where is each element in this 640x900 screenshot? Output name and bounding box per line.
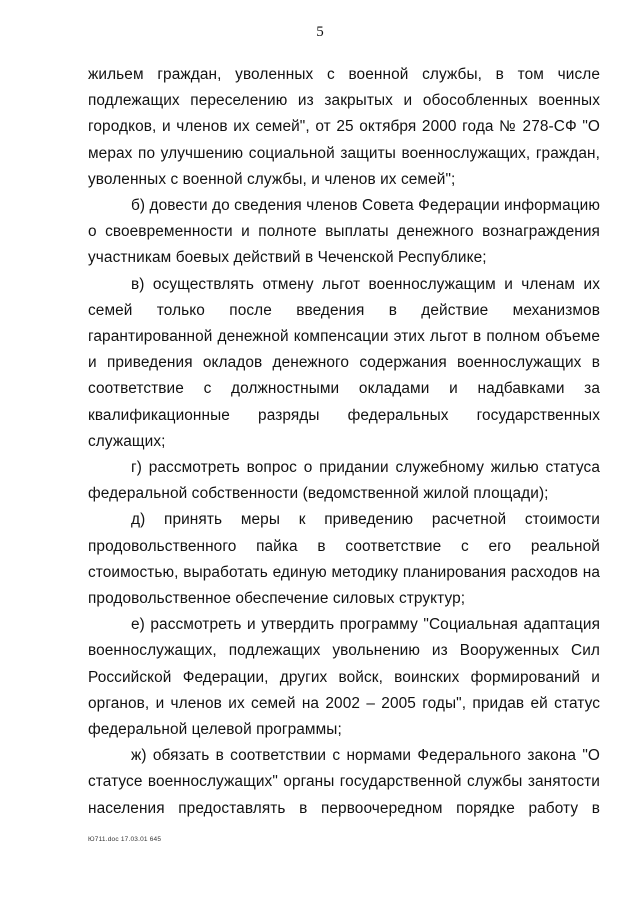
paragraph-item-b: б) довести до сведения членов Совета Федерации информацию о своевременности и полноте выплаты денежного вознаграждения участникам боевых действий в Чеченской Республике; [88,197,600,267]
paragraph-item-v: в) осуществлять отмену льгот военнослужащим и членам их семей только после введения в действие механизмов гарантированной денежной компенсации этих льгот в полном объеме и приведения окладов денежного содержания военнослужащих в соответствие с должностными окладами и надбавками за квалификационные разряды федеральных государственных служащих; [88,275,600,450]
page-number: 5 [316,24,324,40]
paragraph-item-d: д) принять меры к приведению расчетной стоимости продовольственного пайка в соответствие с его реальной стоимостью, выработать единую методику планирования расходов на продовольственное обеспечение силовых структур; [88,511,600,608]
footer-document-code: Ю711.doc 17.03.01 645 [88,836,162,843]
paragraph-item-e: е) рассмотреть и утвердить программу "Социальная адаптация военнослужащих, подлежащих увольнению из Вооруженных Сил Российской Федерации, других войск, воинских формирований и органов, и членов их семей на 2002 – 2005 годы", придав ей статус федеральной целевой программы; [88,616,600,739]
document-body [88,62,600,822]
paragraph-continuation: жильем граждан, уволенных с военной службы, в том числе подлежащих переселению из закрытых и обособленных военных городков, и членов их семей", от 25 октября 2000 года № 278-СФ "О мерах по улучшению социальной защиты военнослужащих, граждан, уволенных с военной службы, и членов их семей"; [88,66,600,188]
paragraph-item-zh: ж) обязать в соответствии с нормами Федерального закона "О статусе военнослужащих" органы государственной службы занятости населения предоставлять в первоочередном порядке работу в [88,747,600,817]
paragraph-item-g: г) рассмотреть вопрос о придании служебному жилью статуса федеральной собственности (ведомственной жилой площади); [88,459,600,503]
